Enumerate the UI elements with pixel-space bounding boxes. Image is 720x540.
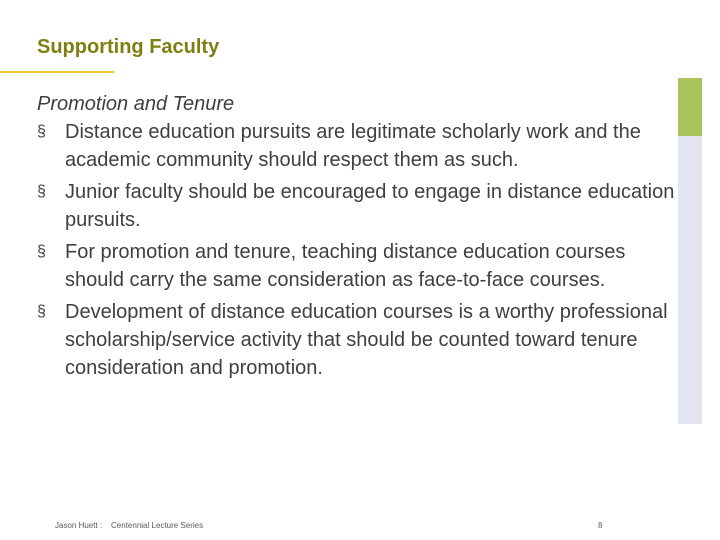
bullet-item	[37, 178, 677, 234]
bullet-list	[37, 118, 677, 382]
slide-title: Supporting Faculty	[37, 36, 220, 58]
footer-author-series: Jason Huett : Centennial Lecture Series	[55, 521, 204, 530]
bullet-marker-icon: §	[37, 303, 46, 320]
bullet-text: Development of distance education courses is a worthy professional scholarship/service activity that should be counted toward tenure consideration and promotion.	[65, 301, 668, 379]
bullet-text: For promotion and tenure, teaching distance education courses should carry the same consideration as face-to-face courses.	[65, 241, 626, 291]
side-accent-block	[678, 78, 702, 136]
bullet-marker-icon: §	[37, 123, 46, 140]
bullet-text: Junior faculty should be encouraged to engage in distance education pursuits.	[65, 181, 675, 231]
bullet-text: Distance education pursuits are legitimate scholarly work and the academic community should respect them as such.	[65, 121, 641, 171]
bullet-item	[37, 298, 677, 382]
slide-body	[37, 90, 677, 386]
bullet-item	[37, 118, 677, 174]
section-subheading: Promotion and Tenure	[37, 93, 235, 115]
bullet-marker-icon: §	[37, 183, 46, 200]
bullet-marker-icon: §	[37, 243, 46, 260]
title-underline	[0, 71, 114, 73]
bullet-item	[37, 238, 677, 294]
footer-page-number: 8	[598, 521, 603, 530]
